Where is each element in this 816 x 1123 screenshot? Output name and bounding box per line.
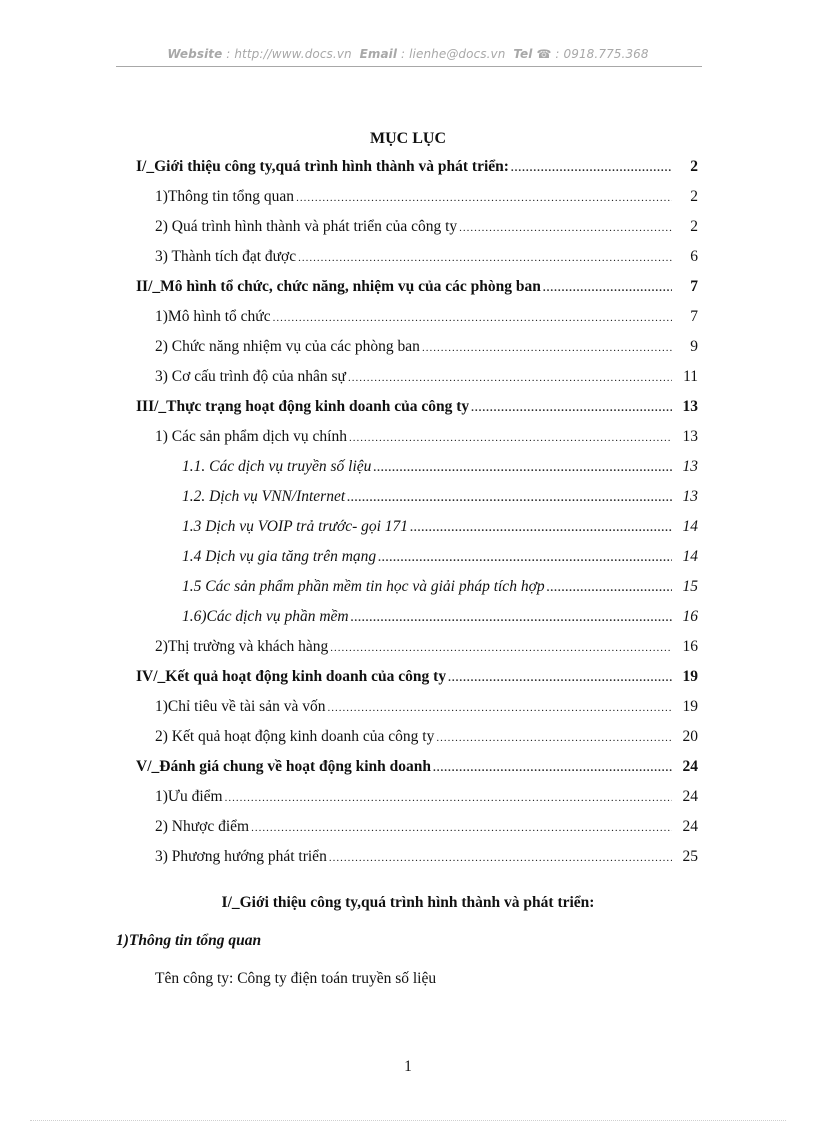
toc-entry-text: 1)Ưu điểm — [155, 788, 223, 805]
toc-page: 2 — [690, 218, 698, 235]
phone-icon: ☎ — [536, 47, 552, 61]
toc-entry — [182, 548, 698, 570]
website-label: Website — [167, 47, 223, 61]
toc-leader — [433, 762, 672, 774]
toc-page: 19 — [682, 668, 698, 685]
toc-entry-text: 1.5 Các sản phẩm phần mềm tin học và giải pháp tích hợp — [182, 578, 545, 595]
toc-entry-text: 1.6)Các dịch vụ phần mềm — [182, 608, 349, 625]
toc-leader — [251, 822, 672, 834]
toc-leader — [296, 192, 672, 204]
toc-entry-text: IV/_Kết quả hoạt động kinh doanh của công ty — [136, 668, 447, 685]
toc-entry-text: 1)Thông tin tổng quan — [155, 188, 295, 205]
toc-leader — [298, 252, 672, 264]
toc-page: 14 — [682, 518, 698, 535]
toc-entry-text: III/_Thực trạng hoạt động kinh doanh của công ty — [136, 398, 470, 415]
toc-entry-text: V/_Đánh giá chung về hoạt động kinh doanh — [136, 758, 432, 775]
toc-entry — [136, 668, 698, 690]
toc-leader — [448, 672, 672, 684]
toc-page: 20 — [682, 728, 698, 745]
toc-page: 7 — [690, 278, 698, 295]
toc-title: MỤC LỤC — [370, 130, 446, 147]
toc-leader — [511, 162, 672, 174]
toc-entry-text: 2) Nhược điểm — [155, 818, 250, 835]
section-heading: I/_Giới thiệu công ty,quá trình hình thành và phát triển: — [221, 894, 595, 911]
toc-entry — [182, 518, 698, 540]
toc-entry-text: 2) Quá trình hình thành và phát triển của công ty — [155, 218, 458, 235]
page-number: 1 — [404, 1058, 412, 1075]
toc-page: 24 — [682, 788, 698, 805]
toc-entry — [155, 428, 698, 450]
toc-leader — [410, 522, 672, 534]
toc-page: 24 — [682, 818, 698, 835]
toc-entry — [155, 788, 698, 810]
toc-leader — [378, 552, 672, 564]
toc-entry — [136, 398, 698, 420]
toc-page: 2 — [690, 158, 698, 175]
toc-entry — [155, 308, 698, 330]
toc-leader — [347, 492, 672, 504]
toc-entry-text: 1.2. Dịch vụ VNN/Internet — [182, 488, 346, 505]
toc-leader — [329, 852, 672, 864]
email-label: Email — [359, 47, 398, 61]
toc-entry-text: 3) Phương hướng phát triển — [155, 848, 327, 865]
toc-page: 13 — [682, 458, 698, 475]
toc-entry — [182, 578, 698, 600]
website-value: : http://www.docs.vn — [226, 47, 352, 61]
toc-entry-text: 1)Mô hình tổ chức — [155, 308, 271, 325]
toc-leader — [543, 282, 672, 294]
body-paragraph: Tên công ty: Công ty điện toán truyền số liệu — [155, 970, 437, 987]
toc-entry — [155, 338, 698, 360]
toc-entry — [155, 218, 698, 240]
page-bottom-divider — [30, 1120, 786, 1121]
toc-page: 15 — [682, 578, 698, 595]
toc-entry-text: I/_Giới thiệu công ty,quá trình hình thành và phát triển: — [136, 158, 509, 175]
toc-entry — [155, 248, 698, 270]
toc-entry — [155, 818, 698, 840]
toc-entry — [136, 278, 698, 300]
toc-leader — [373, 462, 672, 474]
toc-page: 13 — [682, 488, 698, 505]
toc-entry — [155, 698, 698, 720]
toc-page: 7 — [690, 308, 698, 325]
toc-entry-text: 3) Cơ cấu trình độ của nhân sự — [155, 368, 346, 385]
toc-entry-text: II/_Mô hình tổ chức, chức năng, nhiệm vụ của các phòng ban — [136, 278, 541, 295]
toc-entry-text: 1) Các sản phẩm dịch vụ chính — [155, 428, 347, 445]
toc-leader — [349, 432, 672, 444]
tel-value: : 0918.775.368 — [555, 47, 649, 61]
toc-leader — [436, 732, 672, 744]
subsection-heading: 1)Thông tin tổng quan — [116, 932, 262, 949]
toc-page: 25 — [682, 848, 698, 865]
email-value: : lienhe@docs.vn — [401, 47, 506, 61]
toc-entry — [155, 188, 698, 210]
toc-entry-text: 1.1. Các dịch vụ truyền số liệu — [182, 458, 372, 475]
toc-page: 13 — [682, 398, 698, 415]
toc-page: 11 — [683, 368, 698, 385]
toc-leader — [471, 402, 672, 414]
toc-page: 9 — [690, 338, 698, 355]
toc-page: 24 — [682, 758, 698, 775]
toc-entry — [182, 608, 698, 630]
toc-leader — [422, 342, 672, 354]
toc-page: 2 — [690, 188, 698, 205]
toc-entry — [155, 638, 698, 660]
toc-entry-text: 1.3 Dịch vụ VOIP trả trước- gọi 171 — [182, 518, 409, 535]
toc-leader — [327, 702, 672, 714]
toc-entry-text: 1.4 Dịch vụ gia tăng trên mạng — [182, 548, 377, 565]
toc-entry — [182, 458, 698, 480]
toc-entry-text: 2) Kết quả hoạt động kinh doanh của công ty — [155, 728, 435, 745]
toc-entry — [155, 848, 698, 870]
toc-leader — [459, 222, 672, 234]
toc-entry-text: 1)Chỉ tiêu về tài sản và vốn — [155, 698, 326, 715]
toc-entry — [155, 368, 698, 390]
toc-leader — [351, 612, 672, 624]
toc-page: 13 — [682, 428, 698, 445]
toc-entry — [136, 158, 698, 180]
toc-entry — [182, 488, 698, 510]
toc-entry-text: 2) Chức năng nhiệm vụ của các phòng ban — [155, 338, 420, 355]
toc-leader — [348, 372, 672, 384]
toc-entry — [136, 758, 698, 780]
toc-leader — [547, 582, 672, 594]
page-header — [0, 47, 816, 61]
toc-leader — [273, 312, 672, 324]
tel-label: Tel — [513, 47, 533, 61]
toc-entry — [155, 728, 698, 750]
toc-page: 16 — [682, 638, 698, 655]
toc-page: 16 — [682, 608, 698, 625]
toc-entry-text: 3) Thành tích đạt được — [155, 248, 297, 265]
toc-page: 6 — [690, 248, 698, 265]
toc-entry-text: 2)Thị trường và khách hàng — [155, 638, 329, 655]
toc-leader — [330, 642, 672, 654]
header-divider — [116, 66, 702, 67]
toc-leader — [225, 792, 672, 804]
toc-page: 19 — [682, 698, 698, 715]
toc-page: 14 — [682, 548, 698, 565]
